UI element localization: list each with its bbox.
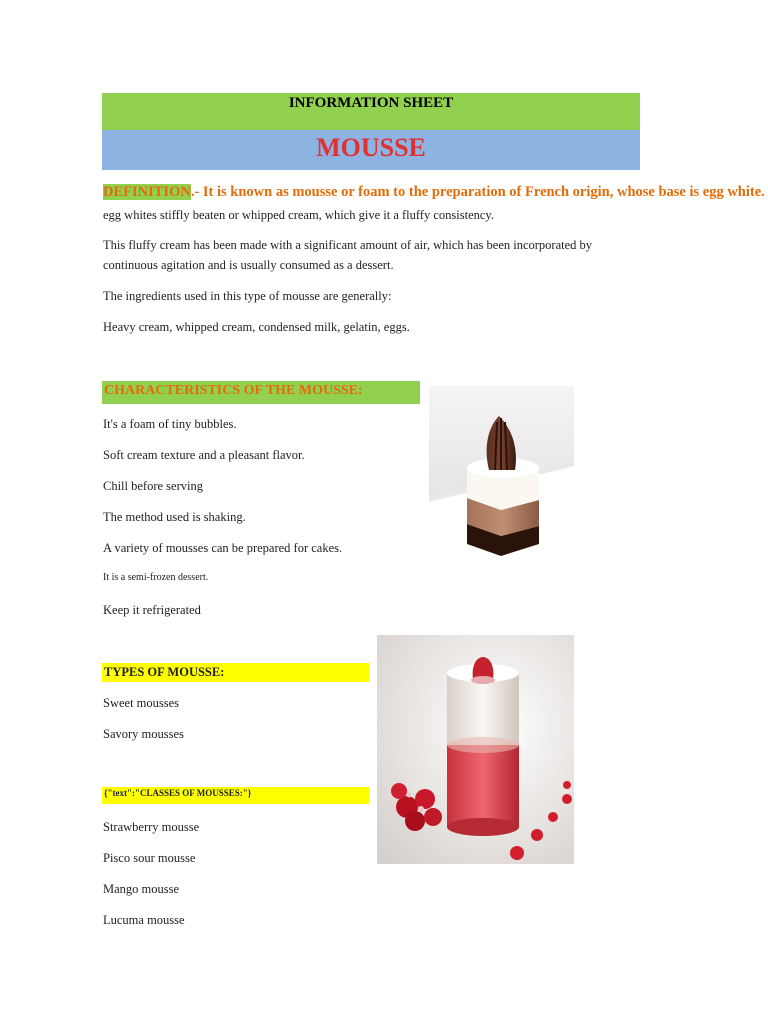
class-item: Pisco sour mousse	[103, 851, 196, 865]
paragraph-3: Heavy cream, whipped cream, condensed milk, gelatin, eggs.	[103, 320, 410, 334]
characteristic-item: The method used is shaking.	[103, 510, 246, 524]
info-sheet-title: INFORMATION SHEET	[102, 93, 640, 130]
characteristic-item: Keep it refrigerated	[103, 603, 201, 617]
characteristic-item: It's a foam of tiny bubbles.	[103, 417, 237, 431]
paragraph-2: The ingredients used in this type of mousse are generally:	[103, 289, 392, 303]
characteristic-item: A variety of mousses can be prepared for cakes.	[103, 541, 343, 555]
definition-line	[103, 183, 768, 201]
chocolate-mousse-photo	[429, 386, 574, 569]
strawberry-mousse-photo	[377, 635, 574, 864]
mousse-title: MOUSSE	[102, 130, 640, 170]
characteristic-item: It is a semi-frozen dessert.	[103, 572, 209, 583]
definition-label: DEFINITION	[103, 184, 191, 200]
paragraph-1-line-1: This fluffy cream has been made with a significant amount of air, which has been incorporated by	[103, 238, 593, 252]
class-item: Mango mousse	[103, 882, 180, 896]
definition-text: .- It is known as mousse or foam to the preparation of French origin, whose base is egg white.	[190, 184, 765, 200]
definition-continuation: egg whites stiffly beaten or whipped cream, which give it a fluffy consistency.	[103, 208, 494, 222]
characteristic-item: Soft cream texture and a pleasant flavor.	[103, 448, 305, 462]
characteristic-item: Chill before serving	[103, 479, 203, 493]
class-item: Lucuma mousse	[103, 913, 185, 927]
types-heading: TYPES OF MOUSSE:	[102, 663, 369, 682]
type-item: Sweet mousses	[103, 696, 180, 710]
type-item: Savory mousses	[103, 727, 184, 741]
classes-heading: {"text":"CLASSES OF MOUSSES:"}	[102, 787, 369, 804]
characteristics-heading: CHARACTERISTICS OF THE MOUSSE:	[102, 381, 420, 404]
paragraph-1-line-2: continuous agitation and is usually consumed as a dessert.	[103, 258, 394, 272]
class-item: Strawberry mousse	[103, 820, 200, 834]
